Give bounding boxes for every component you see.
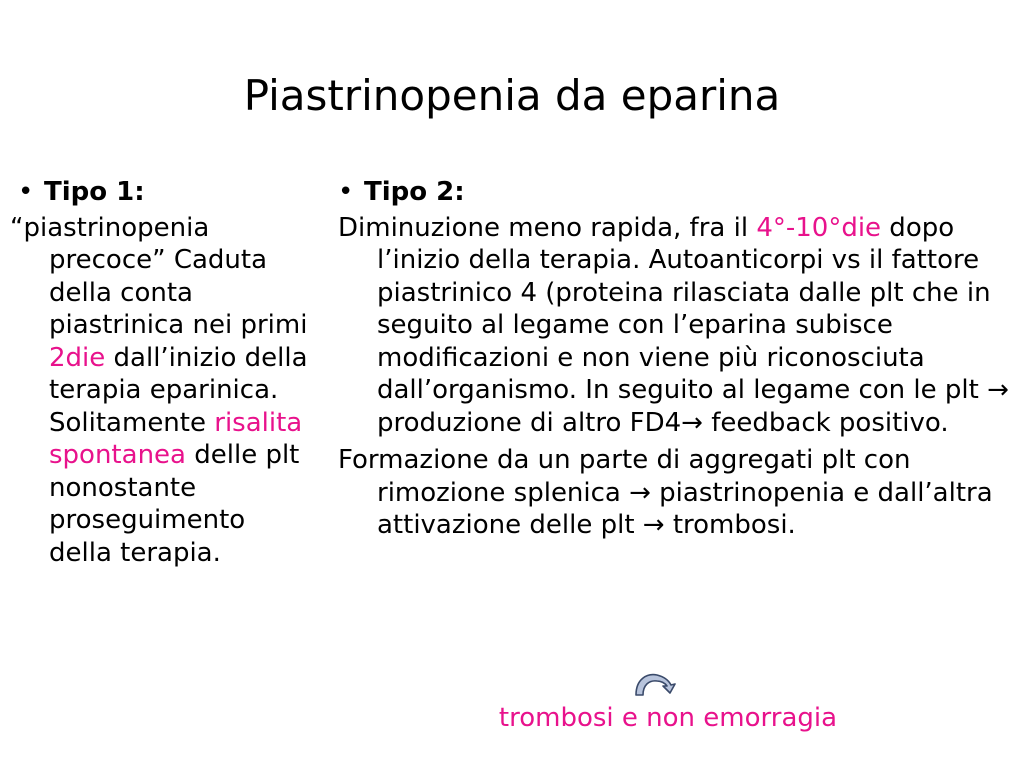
left-highlight-2: risalita spontanea [49,407,303,470]
right-para1-text-2: dopo l’inizio della terapia. Autoanticorpi vs il fattore piastrinico 4 (proteina rilasciata dalle plt che in seguito al legame con l’eparina subisce modificazioni e non viene più riconosciuta dall’organismo. In seguito al legame con le plt → produzione di altro FD4→ feedback positivo. [377,212,1009,438]
right-paragraph-1 [338,212,1018,440]
conclusion-text: trombosi e non emorragia [498,703,838,733]
right-heading-label: Tipo 2: [364,177,465,207]
left-highlight-1: 2die [49,342,106,373]
slide-title: Piastrinopenia da eparina [243,71,781,120]
bullet-icon: • [338,177,354,207]
left-heading-label: Tipo 1: [44,177,145,207]
left-paragraph [10,212,310,570]
left-text-2: dall’inizio della terapia eparinica. Solitamente [49,342,308,438]
right-para1-text-1: Diminuzione meno rapida, fra il [338,212,757,243]
left-heading [18,176,310,209]
right-heading [338,176,1018,209]
left-text-3: delle plt nonostante proseguimento della terapia. [49,440,300,568]
right-column [338,176,1018,547]
right-para1-highlight: 4°-10°die [756,212,882,243]
right-paragraph-2 [338,444,1018,542]
bullet-icon: • [18,177,34,207]
left-text-1: “piastrinopenia precoce” Caduta della conta piastrinica nei primi [10,212,308,340]
curved-arrow-icon [633,671,677,697]
right-para2-text: Formazione da un parte di aggregati plt con rimozione splenica → piastrinopenia e dall’altra attivazione delle plt → trombosi. [338,445,993,540]
left-column [10,176,310,574]
